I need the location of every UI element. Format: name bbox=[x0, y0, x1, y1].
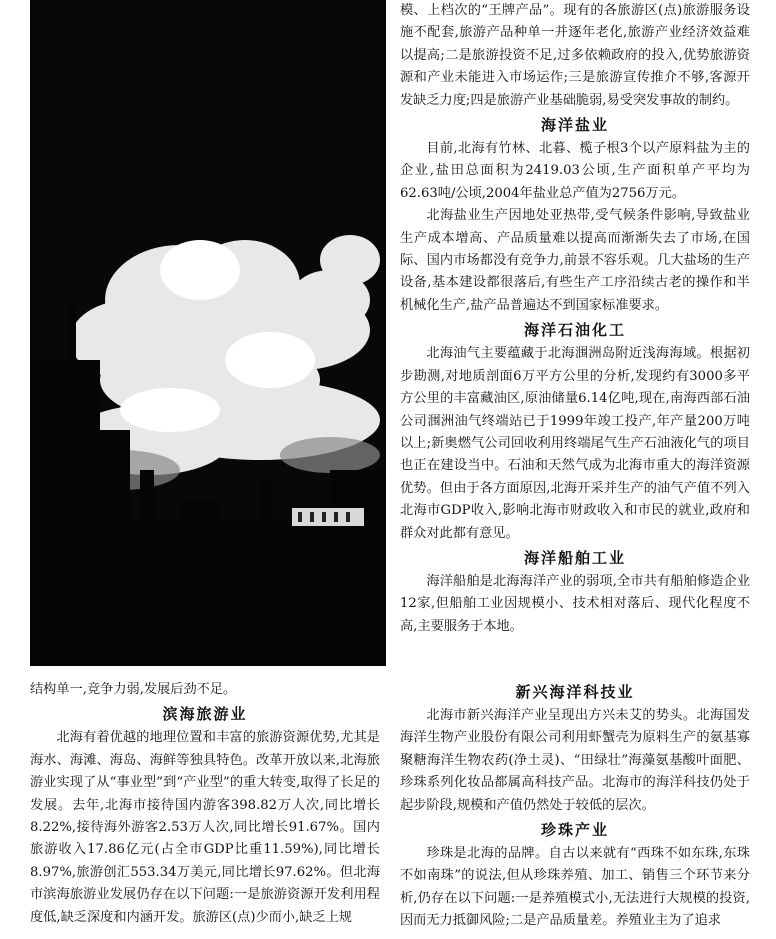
left-bottom-column bbox=[30, 679, 380, 929]
coastal-tourism-paragraph: 北海有着优越的地理位置和丰富的旅游资源优势,尤其是海水、海滩、海岛、海鲜等独具特色。改革开放以来,北海旅游业实现了从“事业型”到“产业型”的重大转变,取得了长足的发展。去年,北海市接待国内游客398.82万人次,同比增长8.22%,接待海外游客2.53万人次,同比增长91.67%。国内旅游收入17.86亿元(占全市GDP比重11.59%),同比增长8.97%,旅游创汇553.34万美元,同比增长97.62%。但北海市滨海旅游业发展仍存在以下问题:一是旅游资源开发利用程度低,缺乏深度和内涵开发。旅游区(点)少而小,缺乏上规 bbox=[30, 730, 380, 925]
salt-paragraph-1: 目前,北海有竹林、北暮、榄子根3个以产原料盐为主的企业,盐田总面积为2419.03公顷,生产面积单产平均为62.63吨/公顷,2004年盐业总产值为2756万元。 bbox=[400, 141, 750, 201]
lead-line: 结构单一,竞争力弱,发展后劲不足。 bbox=[30, 682, 237, 697]
coastal-tourism-heading: 滨海旅游业 bbox=[162, 705, 248, 724]
petrochemical-paragraph: 北海油气主要蕴藏于北海涠洲岛附近浅海海域。根据初步勘测,对地质剖面6万平方公里的分析,发现约有3000多平方公里的丰富藏油区,原油储量6.14亿吨,现在,南海西部石油公司涠洲油气终端站已于1999年竣工投产,年产量200万吨以上;新奥燃气公司回收利用终端尾气生产石油液化气的项目也正在建设当中。石油和天然气成为北海市重大的海洋资源优势。但由于各方面原因,北海开采并生产的油气产值不列入北海市GDP收入,影响北海市财政收入和市民的就业,政府和群众对此都有意见。 bbox=[400, 346, 750, 541]
oil-refinery-photo bbox=[30, 0, 386, 666]
salt-industry-heading: 海洋盐业 bbox=[540, 116, 609, 135]
marine-tech-heading: 新兴海洋科技业 bbox=[515, 683, 635, 701]
salt-paragraph-2: 北海盐业生产因地处亚热带,受气候条件影响,导致盐业生产成本增高、产品质量难以提高而渐渐失去了市场,在国际、国内市场都没有竞争力,前景不容乐观。几大盐场的生产设备,基本建设都很落后,有些生产工序沿续古老的操作和半机械化生产,盐产品普遍达不到国家标准要求。 bbox=[400, 208, 750, 313]
tourism-continuation-paragraph: 模、上档次的“王牌产品”。现有的各旅游区(点)旅游服务设施不配套,旅游产品种单一并逐年老化,旅游产业经济效益难以提高;二是旅游投资不足,过多依赖政府的投入,优势旅游资源和产业未能进入市场运作;三是旅游宣传推介不够,客源开发缺乏力度;四是旅游产业基础脆弱,易受突发事故的制约。 bbox=[400, 3, 750, 108]
petrochemical-heading: 海洋石油化工 bbox=[523, 321, 626, 340]
right-top-column bbox=[400, 0, 750, 638]
marine-tech-paragraph: 北海市新兴海洋产业呈现出方兴未艾的势头。北海国发海洋生物产业股份有限公司利用虾蟹壳为原料生产的氨基寡聚糖海洋生物农药(净土灵)、“田绿壮”海藻氨基酸叶面肥、珍珠系列化妆品都属高科技产品。北海市的海洋科技仍处于起步阶段,规模和产值仍然处于较低的层次。 bbox=[400, 708, 750, 813]
pearl-industry-paragraph: 珍珠是北海的品牌。自古以来就有“西珠不如东珠,东珠不如南珠”的说法,但从珍珠养殖、加工、销售三个环节来分析,仍存在以下问题:一是养殖模式小,无法进行大规模的投资,因而无力抵御风险;二是产品质量差。养殖业主为了追求 bbox=[400, 846, 750, 929]
pearl-industry-heading: 珍珠产业 bbox=[540, 821, 609, 840]
shipbuilding-heading: 海洋船舶工业 bbox=[523, 548, 626, 567]
oil-refinery-clouds-icon bbox=[30, 0, 386, 666]
shipbuilding-paragraph: 海洋船舶是北海海洋产业的弱项,全市共有船舶修造企业12家,但船舶工业因规模小、技术相对落后、现代化程度不高,主要服务于本地。 bbox=[400, 573, 750, 634]
right-bottom-column bbox=[400, 679, 750, 933]
